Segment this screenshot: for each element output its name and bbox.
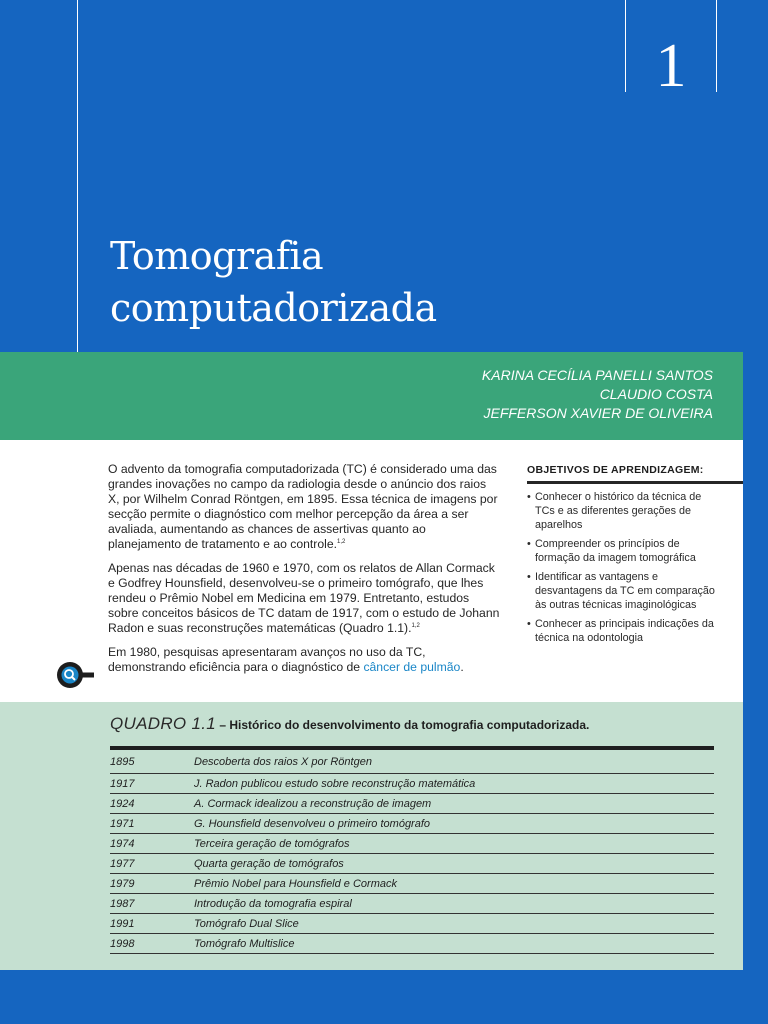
paragraph-text: . xyxy=(460,660,464,674)
author-name: KARINA CECÍLIA PANELLI SANTOS xyxy=(481,367,713,383)
learning-objectives xyxy=(527,464,743,650)
quadro-caption xyxy=(110,714,720,734)
body-text xyxy=(108,462,500,684)
event-cell: Prêmio Nobel para Hounsfield e Cormack xyxy=(194,874,714,894)
chapter-rule-right xyxy=(716,0,717,92)
left-vertical-rule xyxy=(77,0,78,352)
chapter-title-line2: computadorizada xyxy=(110,286,437,330)
objective-item: • Identificar as vantagens e desvantagens da TC em comparação às outras técnicas imaginológicas xyxy=(527,570,715,612)
author-list xyxy=(482,366,713,423)
table-row xyxy=(110,874,714,894)
event-cell: Quarta geração de tomógrafos xyxy=(194,854,714,874)
glossary-link[interactable]: câncer de pulmão xyxy=(363,660,461,674)
paragraph-text: Apenas nas décadas de 1960 e 1970, com os relatos de Allan Cormack e Godfrey Hounsfield, desenvolveu-se o primeiro tomógrafo, que lhes rendeu o Prêmio Nobel em Medicina em 1979. Entretanto, estudos sobre conceitos básicos de TC datam de 1917, com o estudo de Johann Radon e suas reconstruções matemáticas (Quadro 1.1). xyxy=(108,561,500,635)
table-row xyxy=(110,834,714,854)
table-row xyxy=(110,934,714,954)
event-cell: Tomógrafo Multislice xyxy=(194,934,714,954)
event-cell: A. Cormack idealizou a reconstrução de imagem xyxy=(194,794,714,814)
chapter-number: 1 xyxy=(655,32,687,100)
objectives-list xyxy=(527,490,743,645)
event-cell: Tomógrafo Dual Slice xyxy=(194,914,714,934)
year-cell: 1917 xyxy=(110,774,194,794)
year-cell: 1895 xyxy=(110,748,194,774)
quadro-description: – Histórico do desenvolvimento da tomografia computadorizada. xyxy=(215,718,590,732)
objectives-title: OBJETIVOS DE APRENDIZAGEM: xyxy=(527,464,743,484)
table-row xyxy=(110,814,714,834)
year-cell: 1979 xyxy=(110,874,194,894)
year-cell: 1977 xyxy=(110,854,194,874)
objective-item: • Compreender os princípios de formação da imagem tomográfica xyxy=(527,537,715,565)
paragraph-text: O advento da tomografia computadorizada (TC) é considerado uma das grandes inovações no campo da radiologia desde o anúncio dos raios X, por Wilhelm Conrad Röntgen, em 1895. Essa técnica de imagens por secção permite o diagnóstico com melhor percepção da área a ser avaliada, aumentando as chances de assertivas quanto ao planejamento de tratamento e ao controle. xyxy=(108,462,498,551)
year-cell: 1991 xyxy=(110,914,194,934)
table-row xyxy=(110,894,714,914)
table-row xyxy=(110,794,714,814)
author-name: JEFFERSON XAVIER DE OLIVEIRA xyxy=(483,405,713,421)
year-cell: 1924 xyxy=(110,794,194,814)
paragraph xyxy=(108,645,500,675)
paragraph xyxy=(108,462,500,552)
event-cell: Introdução da tomografia espiral xyxy=(194,894,714,914)
history-table xyxy=(110,746,714,954)
author-name: CLAUDIO COSTA xyxy=(599,386,713,402)
reference-marker: 1,2 xyxy=(411,622,420,629)
event-cell: G. Hounsfield desenvolveu o primeiro tomógrafo xyxy=(194,814,714,834)
table-row xyxy=(110,914,714,934)
quadro-box xyxy=(0,702,743,970)
table-row xyxy=(110,774,714,794)
authors-band xyxy=(0,352,743,440)
magnifier-icon[interactable] xyxy=(56,660,96,690)
paragraph-text: Em 1980, pesquisas apresentaram avanços no uso da TC, demonstrando eficiência para o diagnóstico de xyxy=(108,645,426,674)
year-cell: 1998 xyxy=(110,934,194,954)
year-cell: 1971 xyxy=(110,814,194,834)
quadro-label: QUADRO 1.1 xyxy=(110,714,216,733)
objective-item: • Conhecer o histórico da técnica de TCs e as diferentes gerações de aparelhos xyxy=(527,490,715,532)
event-cell: Terceira geração de tomógrafos xyxy=(194,834,714,854)
year-cell: 1987 xyxy=(110,894,194,914)
event-cell: J. Radon publicou estudo sobre reconstrução matemática xyxy=(194,774,714,794)
paragraph xyxy=(108,561,500,636)
table-row xyxy=(110,854,714,874)
chapter-title-line1: Tomografia xyxy=(110,234,324,278)
event-cell: Descoberta dos raios X por Röntgen xyxy=(194,748,714,774)
objective-item: • Conhecer as principais indicações da técnica na odontologia xyxy=(527,617,715,645)
table-row xyxy=(110,748,714,774)
chapter-title xyxy=(110,230,437,334)
year-cell: 1974 xyxy=(110,834,194,854)
reference-marker: 1,2 xyxy=(337,538,346,545)
page-content xyxy=(0,440,743,702)
